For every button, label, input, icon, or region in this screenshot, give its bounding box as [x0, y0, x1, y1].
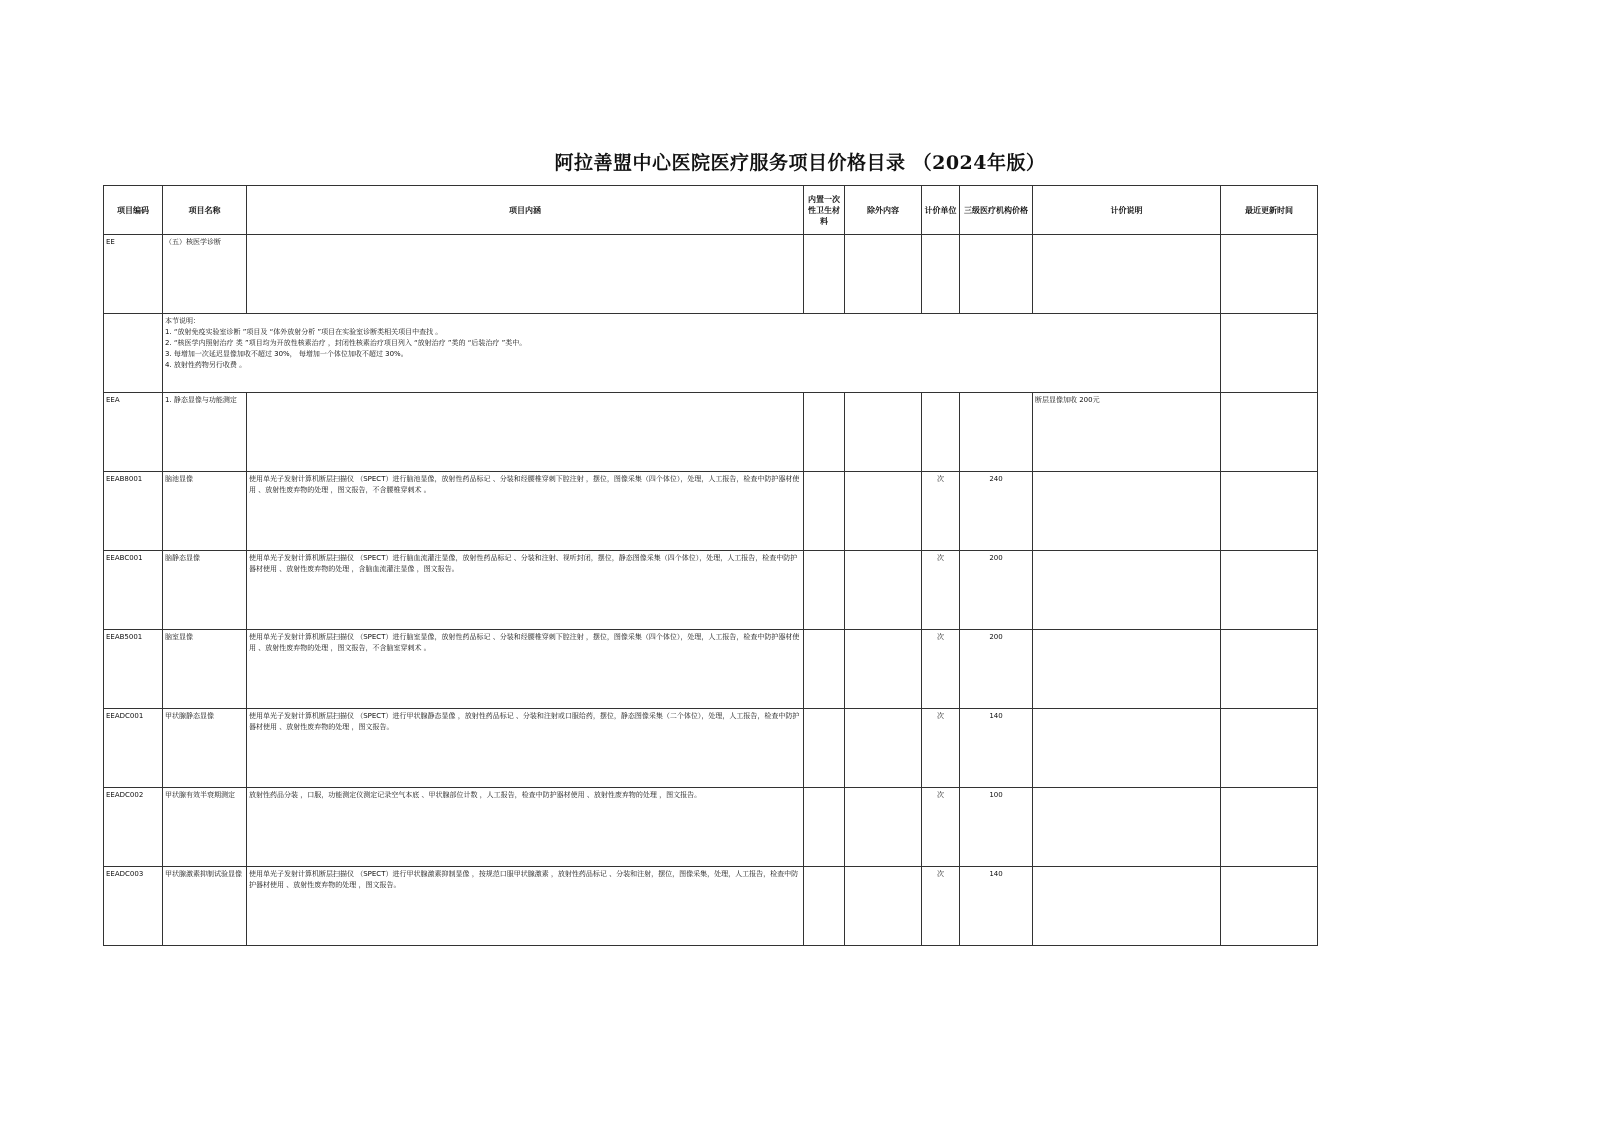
- item-price: 240: [960, 472, 1033, 551]
- item-content: 使用单光子发射计算机断层扫描仪 （SPECT）进行甲状腺静态显像 ，放射性药品标记 、分装和注射或口服给药，摆位，静态图像采集（二个体位），处理，人工报告，检查中防护器材使用 、放射性废弃物的处理 ，图文报告。: [247, 709, 804, 788]
- note-line: 2. “核医学内照射治疗 类 ”项目均为开放性核素治疗 ，封闭性核素治疗项目列入 “放射治疗 ”类的 “后装治疗 ”类中。: [165, 339, 527, 347]
- note-line: 4. 放射性药物另行收费 。: [165, 361, 247, 369]
- item-name: 甲状腺有效半衰期测定: [163, 788, 247, 867]
- item-unit: 次: [922, 867, 960, 946]
- section-note: [163, 314, 1221, 393]
- item-name: 脑室显像: [163, 630, 247, 709]
- note-line: 1. “放射免疫实验室诊断 ”项目及 “体外放射分析 ”项目在实验室诊断类相关项目中查找 。: [165, 328, 443, 336]
- item-name: 脑静态显像: [163, 551, 247, 630]
- item-unit: 次: [922, 709, 960, 788]
- note-line: 3. 每增加一次延迟显像加收不超过 30%， 每增加一个体位加收不超过 30%。: [165, 350, 408, 358]
- item-unit: 次: [922, 551, 960, 630]
- table-row: [104, 472, 1318, 551]
- section-code: EE: [104, 235, 163, 314]
- item-content: 使用单光子发射计算机断层扫描仪 （SPECT）进行脑室显像，放射性药品标记 、分装和经腰椎穿刺下腔注射 ，摆位，图像采集（四个体位），处理，人工报告，检查中防护器材使用 、放射性废弃物的处理 ，图文报告，不含脑室穿刺术 。: [247, 630, 804, 709]
- item-content: 放射性药品分装 ，口服，功能测定仪测定记录空气本底 、甲状腺部位计数 ，人工报告，检查中防护器材使用 、放射性废弃物的处理 ，图文报告。: [247, 788, 804, 867]
- header-unit: 计价单位: [922, 186, 960, 235]
- item-unit: 次: [922, 472, 960, 551]
- page-title: 阿拉善盟中心医院医疗服务项目价格目录 （2024年版）: [554, 152, 1046, 174]
- subsection-notes: 断层显像加收 200元: [1033, 393, 1221, 472]
- subsection-code: EEA: [104, 393, 163, 472]
- section-name: （五）核医学诊断: [163, 235, 247, 314]
- header-updated: 最近更新时间: [1221, 186, 1318, 235]
- header-content: 项目内涵: [247, 186, 804, 235]
- header-materials: 内置一次性卫生材料: [804, 186, 845, 235]
- price-table: [103, 185, 1318, 946]
- section-note-row: [104, 314, 1318, 393]
- item-code: EEADC001: [104, 709, 163, 788]
- subsection-row: [104, 393, 1318, 472]
- item-name: 甲状腺激素抑制试验显像: [163, 867, 247, 946]
- item-content: 使用单光子发射计算机断层扫描仪 （SPECT）进行脑血流灌注显像，放射性药品标记 、分装和注射、视听封闭，摆位，静态图像采集（四个体位），处理，人工报告，检查中防护器材使用 、放射性废弃物的处理 ，含脑血流灌注显像 ，图文报告。: [247, 551, 804, 630]
- item-code: EEADC003: [104, 867, 163, 946]
- item-content: 使用单光子发射计算机断层扫描仪 （SPECT）进行脑池显像，放射性药品标记 、分装和经腰椎穿刺下腔注射 ，摆位，图像采集（四个体位），处理，人工报告，检查中防护器材使用 、放射性废弃物的处理 ，图文报告，不含腰椎穿刺术 。: [247, 472, 804, 551]
- item-price: 200: [960, 630, 1033, 709]
- item-code: EEAB8001: [104, 472, 163, 551]
- item-unit: 次: [922, 630, 960, 709]
- item-code: EEADC002: [104, 788, 163, 867]
- header-excluded: 除外内容: [845, 186, 922, 235]
- header-notes: 计价说明: [1033, 186, 1221, 235]
- header-name: 项目名称: [163, 186, 247, 235]
- header-row: [104, 186, 1318, 235]
- item-price: 100: [960, 788, 1033, 867]
- item-code: EEAB5001: [104, 630, 163, 709]
- section-row: [104, 235, 1318, 314]
- note-line: 本节说明：: [165, 317, 200, 325]
- item-name: 脑池显像: [163, 472, 247, 551]
- table-row: [104, 630, 1318, 709]
- header-price: 三级医疗机构价格: [960, 186, 1033, 235]
- table-row: [104, 709, 1318, 788]
- item-name: 甲状腺静态显像: [163, 709, 247, 788]
- item-unit: 次: [922, 788, 960, 867]
- table-row: [104, 867, 1318, 946]
- item-price: 140: [960, 709, 1033, 788]
- item-content: 使用单光子发射计算机断层扫描仪 （SPECT）进行甲状腺激素抑制显像 ，按规范口服甲状腺激素 ，放射性药品标记 、分装和注射，摆位，图像采集，处理，人工报告，检查中防护器材使用 、放射性废弃物的处理 ，图文报告。: [247, 867, 804, 946]
- item-price: 140: [960, 867, 1033, 946]
- item-code: EEABC001: [104, 551, 163, 630]
- item-price: 200: [960, 551, 1033, 630]
- table-row: [104, 551, 1318, 630]
- header-code: 项目编码: [104, 186, 163, 235]
- subsection-name: 1. 静态显像与功能测定: [163, 393, 247, 472]
- table-row: [104, 788, 1318, 867]
